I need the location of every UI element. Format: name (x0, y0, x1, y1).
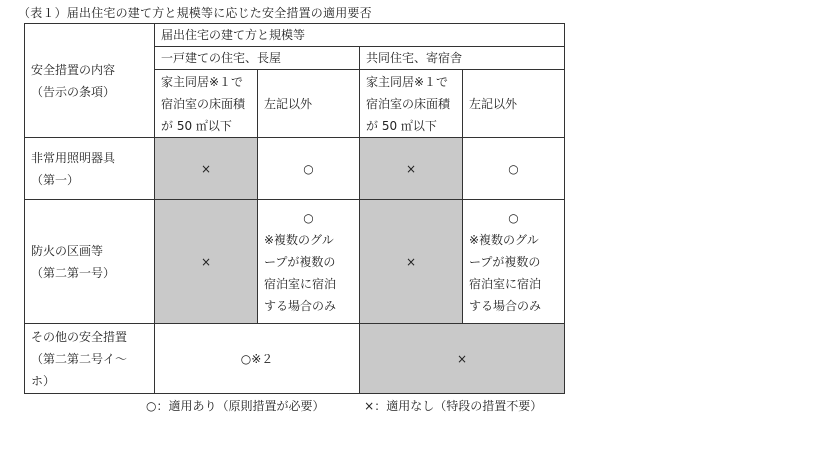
cell-cross: × (360, 138, 463, 200)
row-label-line: （第二第二号イ～ (31, 351, 128, 366)
legend-not-applies: ×：適用なし（特段の措置不要） (364, 399, 543, 413)
row-label-line: 防火の区画等 (31, 243, 104, 258)
cell-cross: × (155, 200, 258, 324)
legend-applies: ○：適用あり（原則措置が必要） (146, 399, 325, 413)
subheader-shared-small (360, 70, 463, 138)
note-line: ープが複数の (264, 254, 336, 269)
row-label-line: （第一） (31, 172, 80, 187)
note-line: ※複数のグル (469, 232, 539, 247)
row-label (25, 324, 155, 394)
circle-mark: ○ (303, 210, 314, 225)
table-row (25, 200, 565, 324)
safety-measures-table (24, 23, 565, 394)
legend (146, 397, 542, 414)
detached-housing-title: 一戸建ての住宅、長屋 (155, 47, 360, 70)
shared-housing-title: 共同住宅、寄宿舎 (360, 47, 565, 70)
row-label-line: ホ） (31, 373, 56, 388)
table-caption: （表１）届出住宅の建て方と規模等に応じた安全措置の適用要否 (18, 6, 372, 20)
row-label-line: 非常用照明器具 (31, 150, 116, 165)
subheader-line: が 50 ㎡以下 (161, 118, 232, 133)
subheader-line: 宿泊室の床面積 (366, 96, 451, 111)
cell-circle-with-note (463, 200, 565, 324)
subheader-line: 宿泊室の床面積 (161, 96, 246, 111)
table-row (25, 324, 565, 394)
row-label-line: （第二第一号） (31, 265, 116, 280)
subheader-line: が 50 ㎡以下 (366, 118, 437, 133)
cell-circle: ○ (258, 138, 360, 200)
cell-circle-note2: ○※２ (155, 324, 360, 394)
row-label-line: その他の安全措置 (31, 329, 128, 344)
row-label (25, 200, 155, 324)
cell-circle: ○ (463, 138, 565, 200)
subheader-shared-other: 左記以外 (463, 70, 565, 138)
table-row (25, 138, 565, 200)
note-line: 宿泊室に宿泊 (264, 276, 337, 291)
col-label-line2: （告示の条項） (31, 84, 116, 99)
row-label (25, 138, 155, 200)
cell-cross: × (155, 138, 258, 200)
col-label-cell (25, 24, 155, 138)
subheader-detached-other: 左記以外 (258, 70, 360, 138)
note-line: する場合のみ (264, 298, 337, 313)
group-title: 届出住宅の建て方と規模等 (155, 24, 565, 47)
cell-circle-with-note (258, 200, 360, 324)
circle-mark: ○ (508, 210, 519, 225)
note-line: する場合のみ (469, 298, 542, 313)
note-line: ※複数のグル (264, 232, 334, 247)
subheader-line: 家主同居※１で (161, 74, 244, 89)
cell-cross: × (360, 324, 565, 394)
subheader-detached-small (155, 70, 258, 138)
cell-cross: × (360, 200, 463, 324)
subheader-line: 家主同居※１で (366, 74, 449, 89)
note-line: 宿泊室に宿泊 (469, 276, 542, 291)
note-line: ープが複数の (469, 254, 541, 269)
col-label-line1: 安全措置の内容 (31, 62, 116, 77)
